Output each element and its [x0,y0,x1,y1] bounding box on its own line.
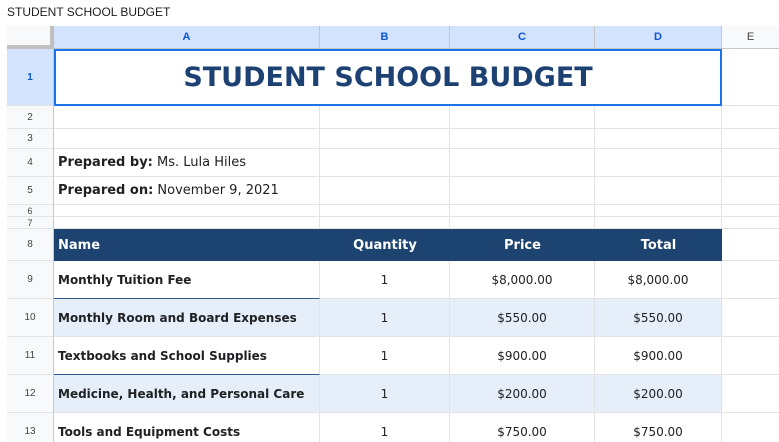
header-total[interactable]: Total [595,229,722,261]
cell-b4[interactable] [320,149,450,177]
cell-c5[interactable] [450,177,595,205]
cell-d4[interactable] [595,149,722,177]
cell-d2[interactable] [595,106,722,129]
cell-e5[interactable] [722,177,779,205]
item-name[interactable]: Tools and Equipment Costs [54,413,320,442]
item-quantity[interactable]: 1 [320,413,450,442]
row-header-10[interactable]: 10 [7,299,54,337]
item-name[interactable]: Monthly Room and Board Expenses [54,299,320,337]
row-header-4[interactable]: 4 [7,149,54,177]
cell-d7[interactable] [595,217,722,229]
cell-e10[interactable] [722,299,779,337]
cell-e6[interactable] [722,205,779,217]
cell-c3[interactable] [450,129,595,149]
item-quantity[interactable]: 1 [320,375,450,413]
row-header-5[interactable]: 5 [7,177,54,205]
cell-a7[interactable] [54,217,320,229]
column-header-e[interactable]: E [722,26,779,49]
cell-a6[interactable] [54,205,320,217]
item-total[interactable]: $200.00 [595,375,722,413]
item-price[interactable]: $550.00 [450,299,595,337]
row-header-11[interactable]: 11 [7,337,54,375]
item-total[interactable]: $750.00 [595,413,722,442]
cell-b2[interactable] [320,106,450,129]
row-header-9[interactable]: 9 [7,261,54,299]
item-price[interactable]: $900.00 [450,337,595,375]
item-total[interactable]: $8,000.00 [595,261,722,299]
prepared-by-label: Prepared by: [58,155,153,170]
prepared-by-cell[interactable] [54,149,320,177]
cell-e9[interactable] [722,261,779,299]
sheet-title-cell[interactable]: STUDENT SCHOOL BUDGET [54,49,722,106]
cell-a2[interactable] [54,106,320,129]
select-all-corner[interactable] [7,26,54,49]
cell-e8[interactable] [722,229,779,261]
row-header-7[interactable]: 7 [7,217,54,229]
cell-c7[interactable] [450,217,595,229]
cell-e13[interactable] [722,413,779,442]
row-header-6[interactable]: 6 [7,205,54,217]
item-price[interactable]: $200.00 [450,375,595,413]
header-quantity[interactable]: Quantity [320,229,450,261]
item-name[interactable]: Monthly Tuition Fee [54,261,320,299]
column-header-c[interactable]: C [450,26,595,49]
cell-b7[interactable] [320,217,450,229]
cell-e4[interactable] [722,149,779,177]
row-header-13[interactable]: 13 [7,413,54,442]
item-name[interactable]: Medicine, Health, and Personal Care [54,375,320,413]
column-header-a[interactable]: A [54,26,320,49]
header-price[interactable]: Price [450,229,595,261]
cell-c2[interactable] [450,106,595,129]
cell-d5[interactable] [595,177,722,205]
cell-e2[interactable] [722,106,779,129]
cell-b5[interactable] [320,177,450,205]
prepared-by-value: Ms. Lula Hiles [152,155,246,170]
cell-e12[interactable] [722,375,779,413]
row-header-8[interactable]: 8 [7,229,54,261]
header-name[interactable]: Name [54,229,320,261]
cell-c4[interactable] [450,149,595,177]
item-price[interactable]: $8,000.00 [450,261,595,299]
row-header-3[interactable]: 3 [7,129,54,149]
item-total[interactable]: $550.00 [595,299,722,337]
row-header-2[interactable]: 2 [7,106,54,129]
item-quantity[interactable]: 1 [320,299,450,337]
row-header-12[interactable]: 12 [7,375,54,413]
column-header-d[interactable]: D [595,26,722,49]
prepared-on-label: Prepared on: [58,183,154,198]
item-name[interactable]: Textbooks and School Supplies [54,337,320,375]
prepared-on-cell[interactable] [54,177,320,205]
item-total[interactable]: $900.00 [595,337,722,375]
cell-d3[interactable] [595,129,722,149]
prepared-on-value: November 9, 2021 [153,183,279,198]
cell-b3[interactable] [320,129,450,149]
cell-e1[interactable] [722,49,779,106]
cell-c6[interactable] [450,205,595,217]
cell-e11[interactable] [722,337,779,375]
item-quantity[interactable]: 1 [320,337,450,375]
item-quantity[interactable]: 1 [320,261,450,299]
cell-e7[interactable] [722,217,779,229]
cell-d6[interactable] [595,205,722,217]
cell-a3[interactable] [54,129,320,149]
cell-e3[interactable] [722,129,779,149]
spreadsheet-grid [7,26,779,442]
row-header-1[interactable]: 1 [7,49,54,106]
item-price[interactable]: $750.00 [450,413,595,442]
window-title: STUDENT SCHOOL BUDGET [7,5,171,19]
cell-b6[interactable] [320,205,450,217]
column-header-b[interactable]: B [320,26,450,49]
